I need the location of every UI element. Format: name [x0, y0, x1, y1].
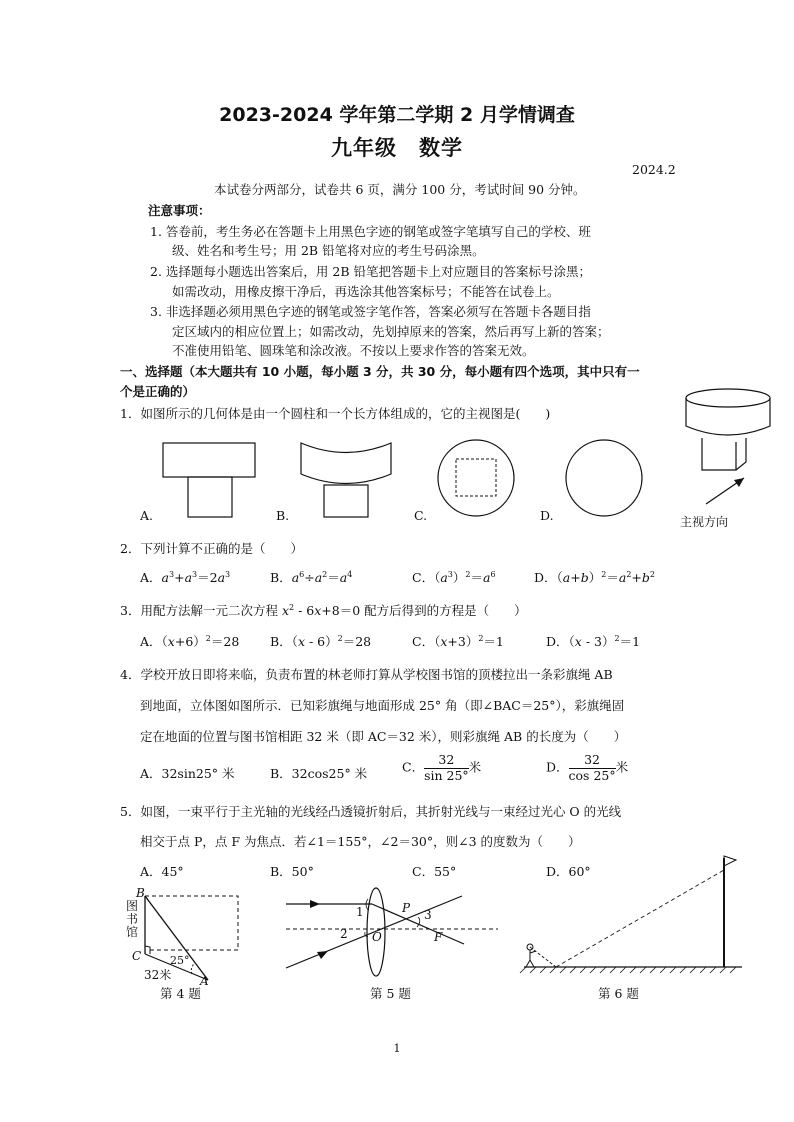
exam-intro: 本试卷分两部分，试卷共 6 页，满分 100 分，考试时间 90 分钟。: [214, 182, 586, 197]
q5-option-b: B．50°: [270, 864, 314, 879]
q1-option-d: D.: [540, 508, 554, 523]
q5-option-c: C．55°: [412, 864, 457, 879]
notes-heading: 注意事项：: [148, 203, 211, 218]
note-2-line-1: 2. 选择题每小题选出答案后，用 2B 铅笔把答题卡上对应题目的答案标号涂黑；: [150, 264, 591, 279]
q2-option-b: B．$a^6\div a^2=a^4$: [270, 570, 353, 585]
note-3-line-2: 定区域内的相应位置上；如需改动，先划掉原来的答案，然后再写上新的答案；: [172, 324, 610, 339]
q5-option-d: D．60°: [546, 864, 591, 879]
q4-option-d-denominator: cos 25°: [568, 767, 616, 783]
fig4-building-char-1: 图: [126, 899, 139, 913]
fig5-point-p: P: [402, 901, 411, 915]
q4-option-b: B．32cos25° 米: [270, 766, 368, 781]
q4-option-c-prefix: C．: [402, 759, 425, 775]
q1-stem: 1．如图所示的几何体是由一个圆柱和一个长方体组成的，它的主视图是( ): [120, 406, 551, 421]
q1-view-direction-label: 主视方向: [680, 515, 729, 529]
fig4-angle-label: 25°: [170, 954, 190, 967]
fig5-point-o: O: [372, 930, 382, 944]
q1-option-b: B.: [276, 508, 290, 523]
section1-line-2: 个是正确的）: [120, 384, 196, 399]
fig4-label-c: C: [132, 949, 142, 963]
exam-subtitle: 九年级 数学: [331, 136, 463, 160]
exam-title: 2023-2024 学年第二学期 2 月学情调查: [219, 104, 575, 126]
q2-stem: 2．下列计算不正确的是（ ）: [120, 541, 303, 556]
q1-option-b-figure: [298, 440, 398, 520]
q4-option-c-unit: 米: [468, 759, 482, 775]
note-1-line-2: 级、姓名和考生号；用 2B 铅笔将对应的考生号码涂黑。: [172, 243, 485, 258]
fig5-caption: 第 5 题: [370, 986, 411, 1001]
note-3-line-3: 不准使用铅笔、圆珠笔和涂改液。不按以上要求作答的答案无效。: [172, 343, 535, 358]
section1-line-1: 一、选择题（本大题共有 10 小题，每小题 3 分，共 30 分，每小题有四个选项，其中只有一: [120, 364, 640, 379]
q4-line-1: 4．学校开放日即将来临，负责布置的林老师打算从学校图书馆的顶楼拉出一条彩旗绳 AB: [120, 667, 613, 682]
q1-option-a-figure: [160, 440, 260, 520]
fig6-caption: 第 6 题: [598, 986, 639, 1001]
q3-option-a: A．$(x+6)^2=28$: [140, 634, 240, 649]
q1-option-c: C.: [414, 508, 428, 523]
fig4-caption: 第 4 题: [160, 986, 201, 1001]
q2-option-d: D．$(a+b)^2=a^2+b^2$: [534, 570, 655, 585]
fig6-diagram: [516, 850, 746, 976]
q1-option-c-figure: [436, 438, 518, 520]
q4-option-c-denominator: sin 25°: [424, 767, 469, 783]
q4-line-3: 定在地面的位置与图书馆相距 32 米（即 AC＝32 米），则彩旗绳 AB 的长度为（ ）: [140, 729, 627, 744]
fig5-point-f: F: [434, 930, 443, 944]
q3-stem: 3．用配方法解一元二次方程 $x^2 - 6x+8=0$ 配方后得到的方程是（ ）: [120, 603, 527, 618]
fig5-diagram: [284, 888, 500, 984]
q1-option-d-figure: [564, 438, 646, 520]
exam-date: 2024.2: [632, 162, 676, 177]
q2-option-a: A．$a^3+a^3=2a^3$: [140, 570, 231, 585]
q3-option-d: D．（x - 3）$^2$＝1: [546, 634, 641, 649]
fig4-building-char-3: 馆: [126, 925, 139, 939]
fig4-label-a: A: [200, 974, 209, 988]
q4-option-d-fraction: [569, 754, 616, 782]
fig5-angle-1: 1: [356, 905, 364, 919]
q3-option-c: C．$(x+3)^2=1$: [412, 634, 504, 649]
q5-line-1: 5．如图，一束平行于主光轴的光线经凸透镜折射后，其折射光线与一束经过光心 O 的光线: [120, 804, 622, 819]
q3-option-b: B．（x - 6）$^2$＝28: [270, 634, 372, 649]
q4-line-2: 到地面，立体图如图所示．已知彩旗绳与地面形成 25° 角（即∠BAC＝25°），彩旗绳固: [140, 698, 625, 713]
q4-option-c: [402, 754, 481, 782]
fig4-distance-label: 32米: [144, 968, 172, 982]
q4-option-d-prefix: D．: [546, 759, 569, 775]
fig5-angle-3: 3: [424, 908, 432, 922]
q5-option-a: A．45°: [140, 864, 184, 879]
fig4-building-label: [126, 900, 140, 939]
fig5-angle-2: 2: [340, 927, 348, 941]
q5-line-2: 相交于点 P，点 F 为焦点．若∠1＝155°，∠2＝30°，则∠3 的度数为（ ）: [140, 834, 581, 849]
q4-option-d: [546, 754, 628, 782]
q2-option-c: C．$(a^3)^2=a^6$: [412, 570, 496, 585]
page-number: 1: [393, 1042, 401, 1055]
q4-option-c-fraction: [424, 754, 469, 782]
q4-option-d-numerator: 32: [569, 754, 616, 769]
q1-solid-figure: [684, 388, 780, 508]
q4-option-d-unit: 米: [615, 759, 629, 775]
note-1-line-1: 1. 答卷前，考生务必在答题卡上用黑色字迹的钢笔或签字笔填写自己的学校、班: [150, 224, 591, 239]
q4-option-c-numerator: 32: [424, 754, 469, 769]
q1-option-a: A.: [140, 508, 154, 523]
fig4-label-b: B: [136, 886, 145, 900]
q4-option-a: A．32sin25° 米: [140, 766, 235, 781]
note-3-line-1: 3. 非选择题必须用黑色字迹的钢笔或签字笔作答，答案必须写在答题卡各题目指: [150, 304, 591, 319]
note-2-line-2: 如需改动，用橡皮擦干净后，再选涂其他答案标号；不能答在试卷上。: [172, 284, 560, 299]
fig4-building-char-2: 书: [126, 912, 139, 926]
